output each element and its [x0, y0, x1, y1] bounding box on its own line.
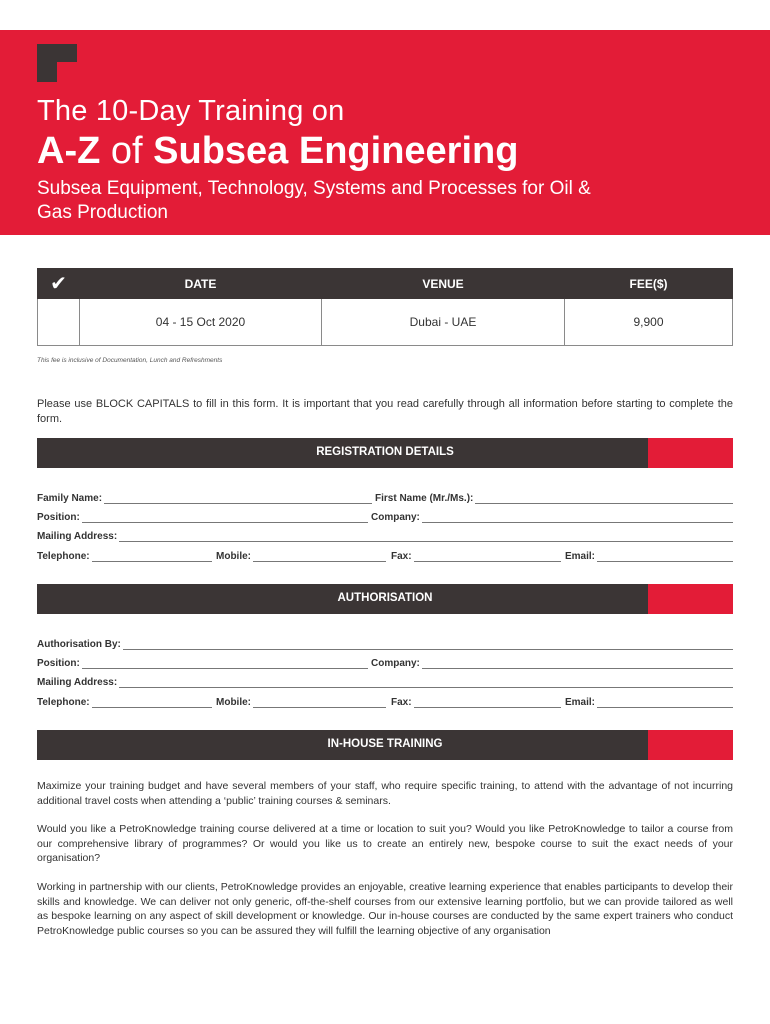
inhouse-heading: IN-HOUSE TRAINING — [327, 738, 443, 750]
cell-fee: 9,900 — [565, 299, 733, 346]
schedule-table — [37, 268, 733, 346]
inhouse-paragraph-2: Would you like a PetroKnowledge training course delivered at a time or location to suit you? Would you like PetroKnowledge to tailor a course from our comprehensive library of programmes? Or would you like us to create an entirely new, bespoke course to suit the exact needs of your organisation? — [37, 823, 733, 864]
col-fee: FEE($) — [565, 269, 733, 299]
auth-row-address — [37, 674, 733, 688]
company-label: Company: — [371, 512, 420, 523]
first-name-label: First Name (Mr./Ms.): — [375, 493, 474, 504]
intro-text: Please use BLOCK CAPITALS to fill in this form. It is important that you read carefully through all information before starting to complete the form. — [37, 398, 733, 425]
col-venue: VENUE — [322, 269, 565, 299]
inhouse-paragraph-3: Working in partnership with our clients, PetroKnowledge provides an enjoyable, creative learning experience that enables participants to develop their skills and knowledge. We can deliver not only generic, off-the-shelf courses from our extensive learning portfolio, but we can provide tailored as well as bespoke learning on any aspect of skill development or knowledge. Our in-house courses are conducted by the same expert trainers who conduct PetroKnowledge public courses so you can be assured they will fulfill the learning objective of any organisation — [37, 881, 733, 937]
position-label: Position: — [37, 512, 80, 523]
auth-telephone-label: Telephone: — [37, 697, 90, 708]
reg-row-contact — [37, 548, 733, 562]
telephone-label: Telephone: — [37, 551, 90, 562]
authorisation-heading-bar — [37, 584, 733, 614]
title-bold-az: A-Z — [37, 130, 101, 172]
page-title — [37, 130, 518, 173]
mailing-address-field[interactable] — [119, 532, 733, 542]
cell-venue: Dubai - UAE — [322, 299, 565, 346]
auth-company-field[interactable] — [422, 659, 733, 669]
auth-fax-label: Fax: — [391, 697, 412, 708]
reg-row-address — [37, 528, 733, 542]
mailing-address-label: Mailing Address: — [37, 531, 118, 542]
auth-mobile-label: Mobile: — [216, 697, 251, 708]
auth-position-field[interactable] — [82, 659, 368, 669]
auth-fax-field[interactable] — [414, 698, 561, 708]
reg-row-names — [37, 490, 733, 504]
auth-telephone-field[interactable] — [92, 698, 212, 708]
registration-heading-bar — [37, 438, 733, 468]
telephone-field[interactable] — [92, 552, 212, 562]
authorisation-heading: AUTHORISATION — [337, 592, 433, 604]
fax-field[interactable] — [414, 552, 561, 562]
position-field[interactable] — [82, 513, 368, 523]
inhouse-paragraph-1: Maximize your training budget and have several members of your staff, who require specific training, to attend with the advantage of not incurring additional travel costs when attending a ‘public’ training courses & seminars. — [37, 780, 733, 807]
title-of: of — [110, 130, 143, 172]
mobile-field[interactable] — [253, 552, 386, 562]
fax-label: Fax: — [391, 551, 412, 562]
auth-mobile-field[interactable] — [253, 698, 386, 708]
registration-heading: REGISTRATION DETAILS — [316, 446, 454, 458]
auth-row-contact — [37, 694, 733, 708]
email-field[interactable] — [597, 552, 733, 562]
subtitle: Subsea Equipment, Technology, Systems and Processes for Oil & Gas Production — [37, 178, 591, 223]
mobile-label: Mobile: — [216, 551, 251, 562]
logo-mark-icon — [37, 44, 77, 82]
auth-mailing-address-label: Mailing Address: — [37, 677, 118, 688]
authorisation-by-label: Authorisation By: — [37, 639, 121, 650]
auth-position-label: Position: — [37, 658, 80, 669]
auth-email-label: Email: — [565, 697, 596, 708]
cell-date: 04 - 15 Oct 2020 — [80, 299, 322, 346]
auth-row-position — [37, 655, 733, 669]
auth-mailing-address-field[interactable] — [119, 678, 733, 688]
fee-note: This fee is inclusive of Documentation, Lunch and Refreshments — [37, 357, 223, 364]
col-date: DATE — [80, 269, 322, 299]
checkmark-icon: ✔ — [38, 269, 80, 299]
email-label: Email: — [565, 551, 596, 562]
first-name-field[interactable] — [475, 494, 733, 504]
auth-email-field[interactable] — [597, 698, 733, 708]
family-name-label: Family Name: — [37, 493, 103, 504]
company-field[interactable] — [422, 513, 733, 523]
title-line-1: The 10-Day Training on — [37, 95, 345, 127]
select-checkbox[interactable] — [38, 299, 80, 346]
auth-row-by — [37, 636, 733, 650]
inhouse-heading-bar — [37, 730, 733, 760]
title-bold-subsea: Subsea Engineering — [153, 130, 519, 172]
family-name-field[interactable] — [104, 494, 372, 504]
auth-company-label: Company: — [371, 658, 420, 669]
authorisation-by-field[interactable] — [123, 640, 733, 650]
reg-row-position — [37, 509, 733, 523]
